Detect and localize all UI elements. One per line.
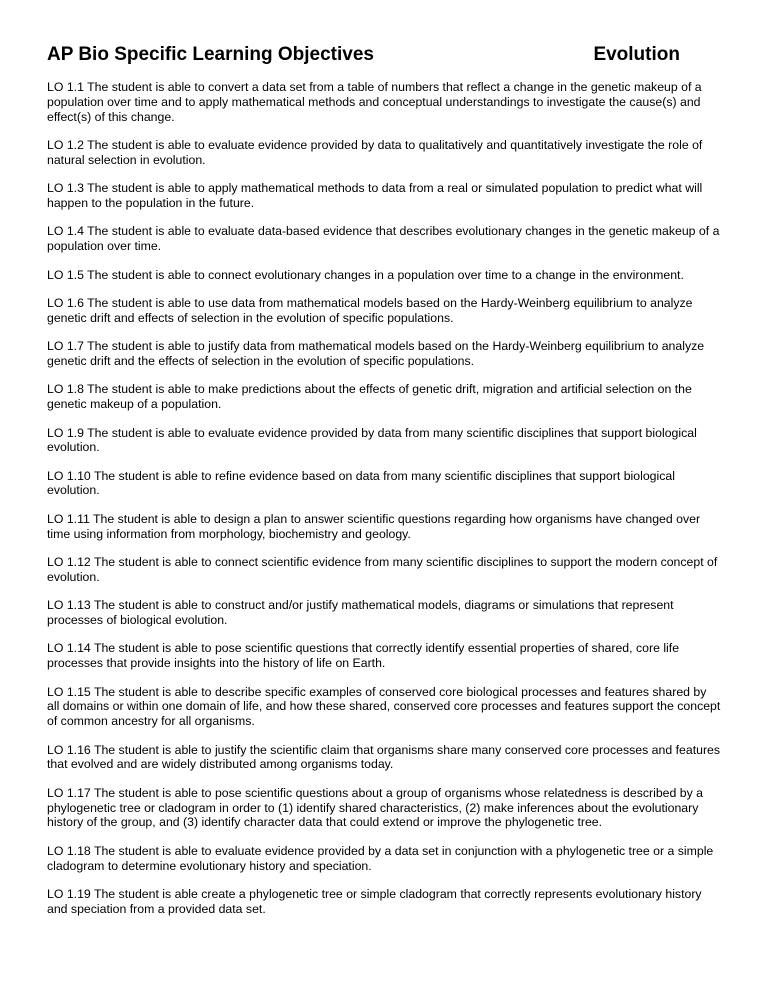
objective-lo-1-3: LO 1.3 The student is able to apply mathematical methods to data from a real or simulated population to predict what will happen to the population in the future. [47,181,703,210]
objective-lo-1-15: LO 1.15 The student is able to describe specific examples of conserved core biological processes and features shared by all domains or within one domain of life, and how these shared, conserved core processes and features support the concept of common ancestry for all organisms. [47,684,721,729]
objective-lo-1-19: LO 1.19 The student is able create a phylogenetic tree or simple cladogram that correctly represents evolutionary history and speciation from a provided data set. [47,886,702,916]
objective-lo-1-10: LO 1.10 The student is able to refine evidence based on data from many scientific disciplines that support biological evolution. [47,468,675,498]
objective-lo-1-9: LO 1.9 The student is able to evaluate evidence provided by data from many scientific disciplines that support biological evolution. [47,425,697,455]
objective-lo-1-11: LO 1.11 The student is able to design a plan to answer scientific questions regarding how organisms have changed over time using information from morphology, biochemistry and geology. [47,511,701,541]
page-header [47,44,722,66]
objective-lo-1-17: LO 1.17 The student is able to pose scientific questions about a group of organisms whose relatedness is described by a phylogenetic tree or cladogram in order to (1) identify shared characteristics, (2) make inferences about the evolutionary history of the group, and (3) identify character data that could extend or improve the phylogenetic tree. [47,785,703,830]
objectives-list [47,80,722,917]
objective-lo-1-7: LO 1.7 The student is able to justify data from mathematical models based on the Hardy-Weinberg equilibrium to analyze genetic drift and the effects of selection in the evolution of specific populations. [47,339,705,368]
objective-lo-1-16: LO 1.16 The student is able to justify the scientific claim that organisms share many conserved core processes and features that evolved and are widely distributed among organisms today. [47,742,721,772]
objective-lo-1-18: LO 1.18 The student is able to evaluate evidence provided by a data set in conjunction with a phylogenetic tree or a simple cladogram to determine evolutionary history and speciation. [47,843,714,873]
objective-lo-1-8: LO 1.8 The student is able to make predictions about the effects of genetic drift, migration and artificial selection on the genetic makeup of a population. [47,382,692,412]
objective-lo-1-6: LO 1.6 The student is able to use data from mathematical models based on the Hardy-Weinberg equilibrium to analyze genetic drift and effects of selection in the evolution of specific populations. [47,295,693,325]
objective-lo-1-1: LO 1.1 The student is able to convert a data set from a table of numbers that reflect a change in the genetic makeup of a population over time and to apply mathematical methods and conceptual understandings to investigate the cause(s) and effect(s) of this change. [47,80,702,124]
page-title: AP Bio Specific Learning Objectives [47,44,374,65]
objective-lo-1-13: LO 1.13 The student is able to construct and/or justify mathematical models, diagrams or simulations that represent processes of biological evolution. [47,598,674,628]
objective-lo-1-2: LO 1.2 The student is able to evaluate evidence provided by data to qualitatively and quantitatively investigate the role of natural selection in evolution. [47,137,703,167]
objective-lo-1-4: LO 1.4 The student is able to evaluate data-based evidence that describes evolutionary changes in the genetic makeup of a population over time. [47,224,720,254]
page-topic: Evolution [593,44,680,65]
objective-lo-1-12: LO 1.12 The student is able to connect scientific evidence from many scientific disciplines to support the modern concept of evolution. [47,555,718,584]
objective-lo-1-5: LO 1.5 The student is able to connect evolutionary changes in a population over time to a change in the environment. [47,267,684,282]
objective-lo-1-14: LO 1.14 The student is able to pose scientific questions that correctly identify essential properties of shared, core life processes that provide insights into the history of life on Earth. [47,641,680,671]
